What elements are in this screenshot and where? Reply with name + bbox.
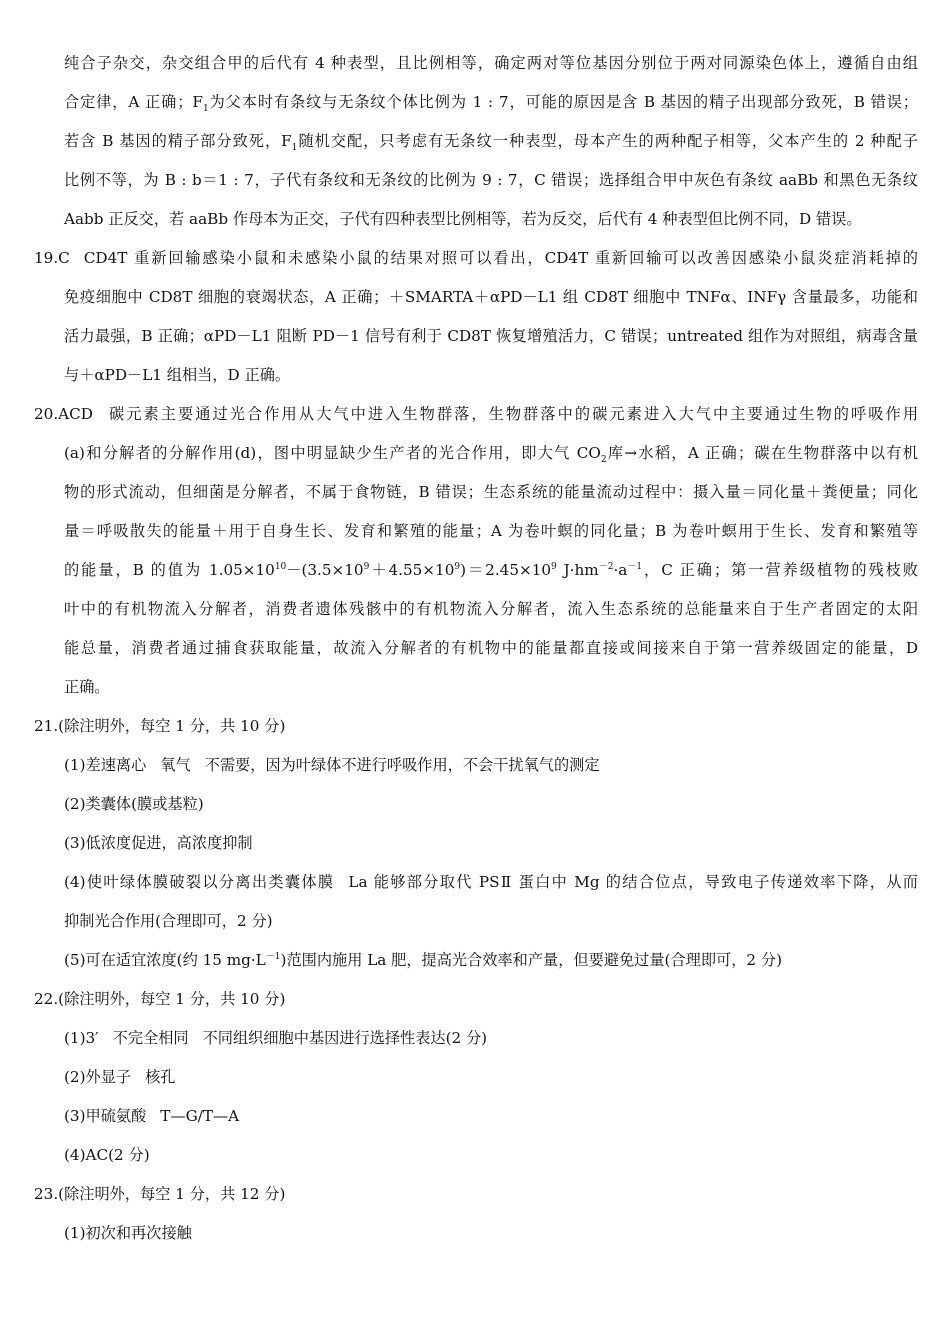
q20-line-1: 20.ACD 碳元素主要通过光合作用从大气中进入生物群落，生物群落中的碳元素进入大气中主要通过生物的呼吸作用 — [34, 405, 918, 423]
q22-header: 22.(除注明外，每空 1 分，共 10 分) — [34, 990, 286, 1008]
q20-line-4: 量＝呼吸散失的能量＋用于自身生长、发育和繁殖的能量；A 为卷叶螟的同化量；B 为卷叶螟用于生长、发育和繁殖等 — [64, 522, 918, 540]
q19-answer: C — [58, 249, 70, 267]
q22-part-2: (2)外显子 核孔 — [64, 1068, 176, 1086]
q20-line-5: 的能量，B 的值为 $1.05\times 10^{10}-(3.5\times 10^9+4.55\times 10^9)=2.45\times 10^9$ $J\cdot hm^{-2}\cdot a^{-1}$，C 正确；第一营养级植物的残枝败 — [64, 561, 918, 579]
q21-part-3: (3)低浓度促进，高浓度抑制 — [64, 834, 253, 852]
q20-line-2: (a)和分解者的分解作用(d)，图中明显缺少生产者的光合作用，即大气 $CO_2$库→水稻，A 正确；碳在生物群落中以有机 — [64, 444, 918, 466]
q23-header: 23.(除注明外，每空 1 分，共 12 分) — [34, 1185, 286, 1203]
q21-header: 21.(除注明外，每空 1 分，共 10 分) — [34, 717, 286, 735]
q19-line-1: 19.C CD4T 重新回输感染小鼠和未感染小鼠的结果对照可以看出，CD4T 重新回输可以改善因感染小鼠炎症消耗掉的 — [34, 249, 918, 267]
q19-number: 19. — [34, 249, 59, 267]
q22-part-1: (1)3′ 不完全相同 不同组织细胞中基因进行选择性表达(2 分) — [64, 1029, 488, 1047]
q19-line-4: 与＋αPD－L1 组相当，D 正确。 — [64, 366, 291, 384]
q18-line-4: 比例不等，为 B : b＝1 : 7，子代有条纹和无条纹的比例为 9 : 7，C 错误；选择组合甲中灰色有条纹 aaBb 和黑色无条纹 — [64, 171, 918, 189]
q22-part-4: (4)AC(2 分) — [64, 1146, 150, 1164]
q22-part-3: (3)甲硫氨酸 T—G/T—A — [64, 1107, 240, 1125]
q18-line-1: 纯合子杂交，杂交组合甲的后代有 4 种表型，且比例相等，确定两对等位基因分别位于两对同源染色体上，遵循自由组 — [64, 54, 918, 72]
q21-part-4-cont: 抑制光合作用(合理即可，2 分) — [64, 912, 273, 930]
q20-answer: ACD — [58, 405, 93, 423]
q19-line-2: 免疫细胞中 CD8T 细胞的衰竭状态，A 正确；＋SMARTA＋αPD－L1 组 CD8T 细胞中 TNFα、INFγ 含量最多，功能和 — [64, 288, 918, 306]
q18-line-3: 若含 B 基因的精子部分致死，$F_1$随机交配，只考虑有无条纹一种表型，母本产生的两种配子相等，父本产生的 2 种配子 — [64, 132, 918, 154]
q21-part-4: (4)使叶绿体膜破裂以分离出类囊体膜 La 能够部分取代 PSⅡ 蛋白中 Mg 的结合位点，导致电子传递效率下降，从而 — [64, 873, 918, 891]
q20-line-6: 叶中的有机物流入分解者，消费者遗体残骸中的有机物流入分解者，流入生态系统的总能量来自于生产者固定的太阳 — [64, 600, 918, 618]
q19-line-3: 活力最强，B 正确；αPD－L1 阻断 PD－1 信号有利于 CD8T 恢复增殖活力，C 错误；untreated 组作为对照组，病毒含量 — [64, 327, 918, 345]
q23-part-1: (1)初次和再次接触 — [64, 1224, 192, 1242]
q21-part-2: (2)类囊体(膜或基粒) — [64, 795, 204, 813]
q18-line-2: 合定律，A 正确；$F_1$为父本时有条纹与无条纹个体比例为 1 : 7，可能的原因是含 B 基因的精子出现部分致死，B 错误； — [64, 93, 918, 115]
q21-part-1: (1)差速离心 氧气 不需要，因为叶绿体不进行呼吸作用，不会干扰氧气的测定 — [64, 756, 600, 774]
q20-number: 20. — [34, 405, 59, 423]
q20-line-8: 正确。 — [64, 678, 110, 696]
q21-part-5: (5)可在适宜浓度(约 15 $mg\cdot L^{-1}$)范围内施用 La 肥，提高光合效率和产量，但要避免过量(合理即可，2 分) — [64, 951, 783, 969]
q20-line-3: 物的形式流动，但细菌是分解者，不属于食物链，B 错误；生态系统的能量流动过程中：摄入量＝同化量＋粪便量；同化 — [64, 483, 918, 501]
q18-line-5: Aabb 正反交，若 aaBb 作母本为正交，子代有四种表型比例相等，若为反交，后代有 4 种表型但比例不同，D 错误。 — [64, 210, 862, 228]
q20-line-7: 能总量，消费者通过捕食获取能量，故流入分解者的有机物中的能量都直接或间接来自于第一营养级固定的能量，D — [64, 639, 918, 657]
